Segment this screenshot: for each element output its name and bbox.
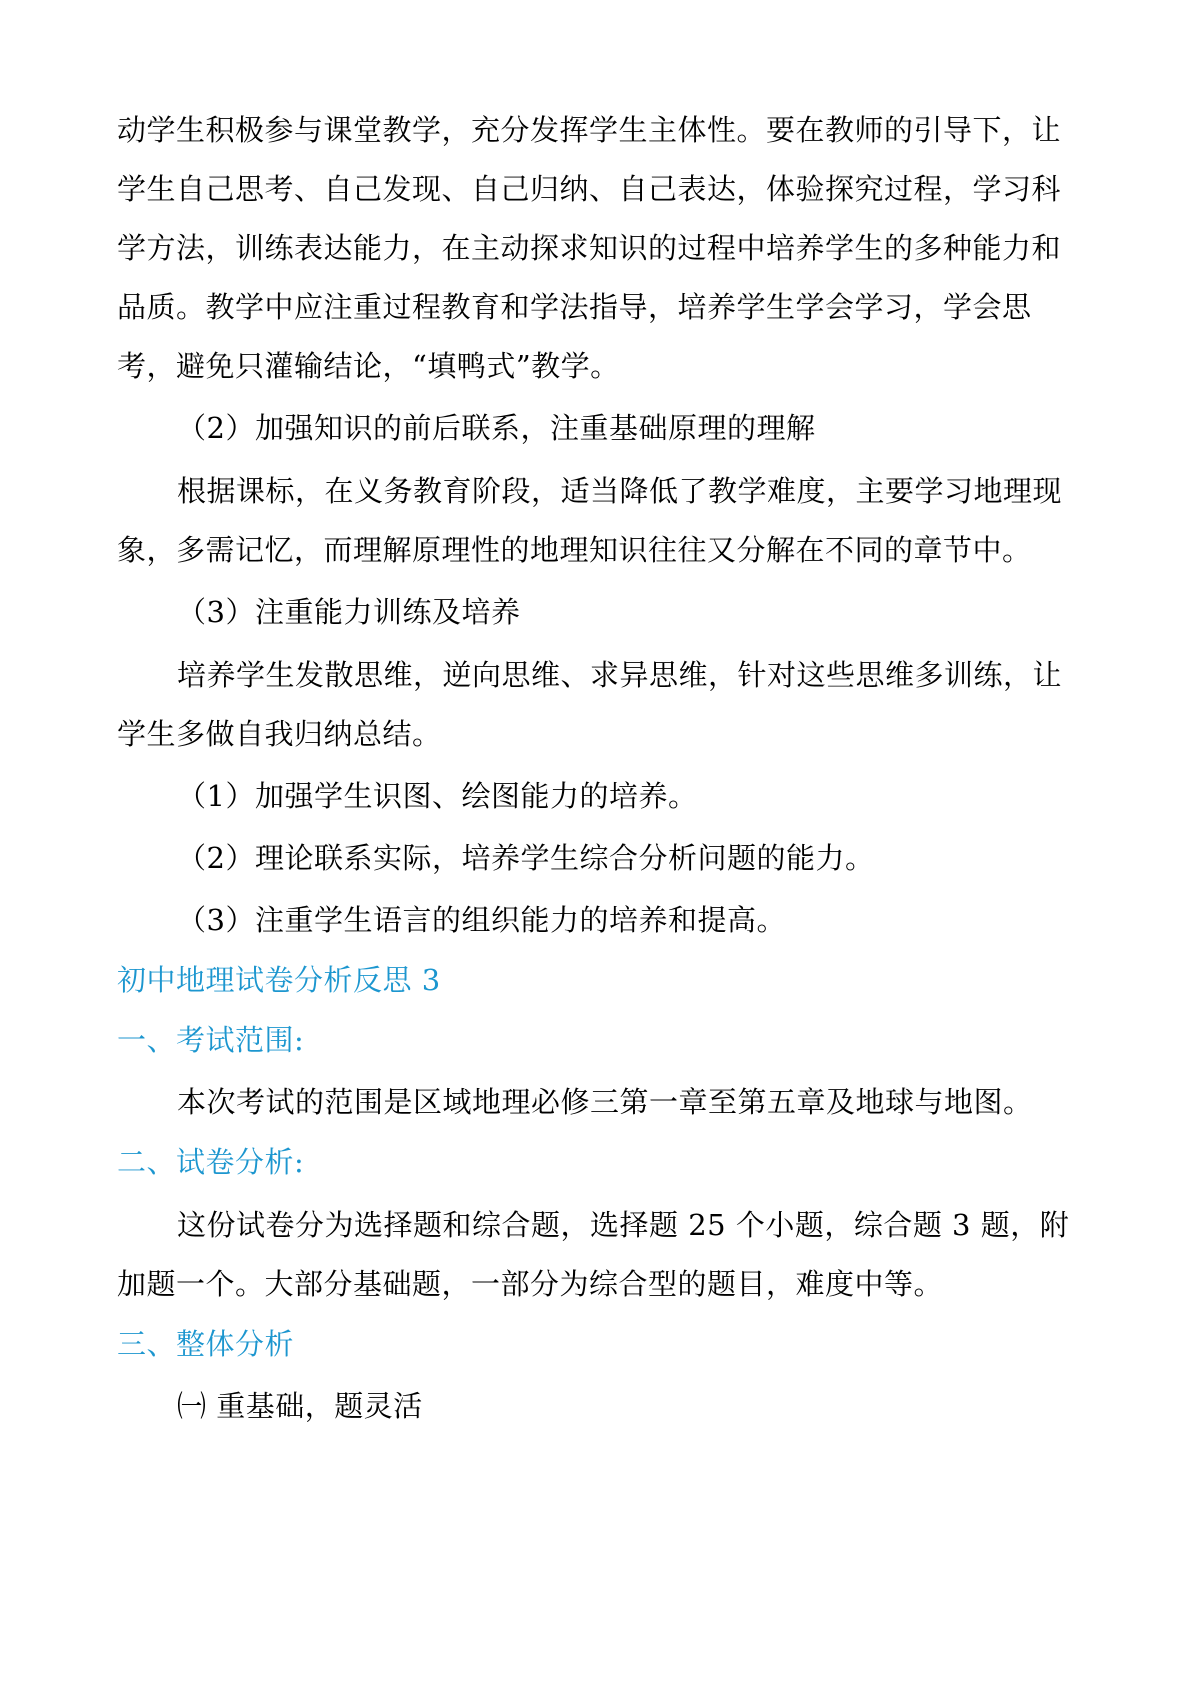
paragraph-line: 学生自己思考、自己发现、自己归纳、自己表达，体验探究过程，学习科 — [117, 172, 1062, 206]
paragraph-line: 根据课标，在义务教育阶段，适当降低了教学难度，主要学习地理现 — [177, 474, 1063, 508]
paragraph-line: 本次考试的范围是区域地理必修三第一章至第五章及地球与地图。 — [177, 1085, 1033, 1119]
section-title: 初中地理试卷分析反思 3 — [117, 963, 441, 997]
paragraph-line: 这份试卷分为选择题和综合题，选择题 25 个小题，综合题 3 题，附 — [177, 1208, 1070, 1242]
paragraph-line: 象，多需记忆，而理解原理性的地理知识往往又分解在不同的章节中。 — [117, 533, 1032, 567]
paragraph-line: 学生多做自我归纳总结。 — [117, 717, 442, 751]
paragraph-line: 加题一个。大部分基础题，一部分为综合型的题目，难度中等。 — [117, 1267, 944, 1301]
paragraph-line: 学方法，训练表达能力，在主动探求知识的过程中培养学生的多种能力和 — [117, 231, 1062, 265]
list-item: （1）加强学生识图、绘图能力的培养。 — [177, 779, 698, 813]
section-heading: 一、考试范围: — [117, 1023, 305, 1057]
list-item: （3）注重学生语言的组织能力的培养和提高。 — [177, 903, 786, 937]
list-item: （2）理论联系实际，培养学生综合分析问题的能力。 — [177, 841, 875, 875]
list-item-heading: （2）加强知识的前后联系，注重基础原理的理解 — [177, 411, 816, 445]
section-heading: 二、试卷分析: — [117, 1145, 305, 1179]
paragraph-line: 培养学生发散思维，逆向思维、求异思维，针对这些思维多训练，让 — [177, 658, 1063, 692]
section-heading: 三、整体分析 — [117, 1327, 295, 1361]
list-item-heading: （3）注重能力训练及培养 — [177, 595, 521, 629]
paragraph-line: 品质。教学中应注重过程教育和学法指导，培养学生学会学习，学会思 — [117, 290, 1032, 324]
paragraph-line: 考，避免只灌输结论，“填鸭式”教学。 — [117, 349, 620, 383]
sub-heading: ㈠ 重基础，题灵活 — [177, 1389, 423, 1423]
paragraph-line: 动学生积极参与课堂教学，充分发挥学生主体性。要在教师的引导下，让 — [117, 113, 1062, 147]
